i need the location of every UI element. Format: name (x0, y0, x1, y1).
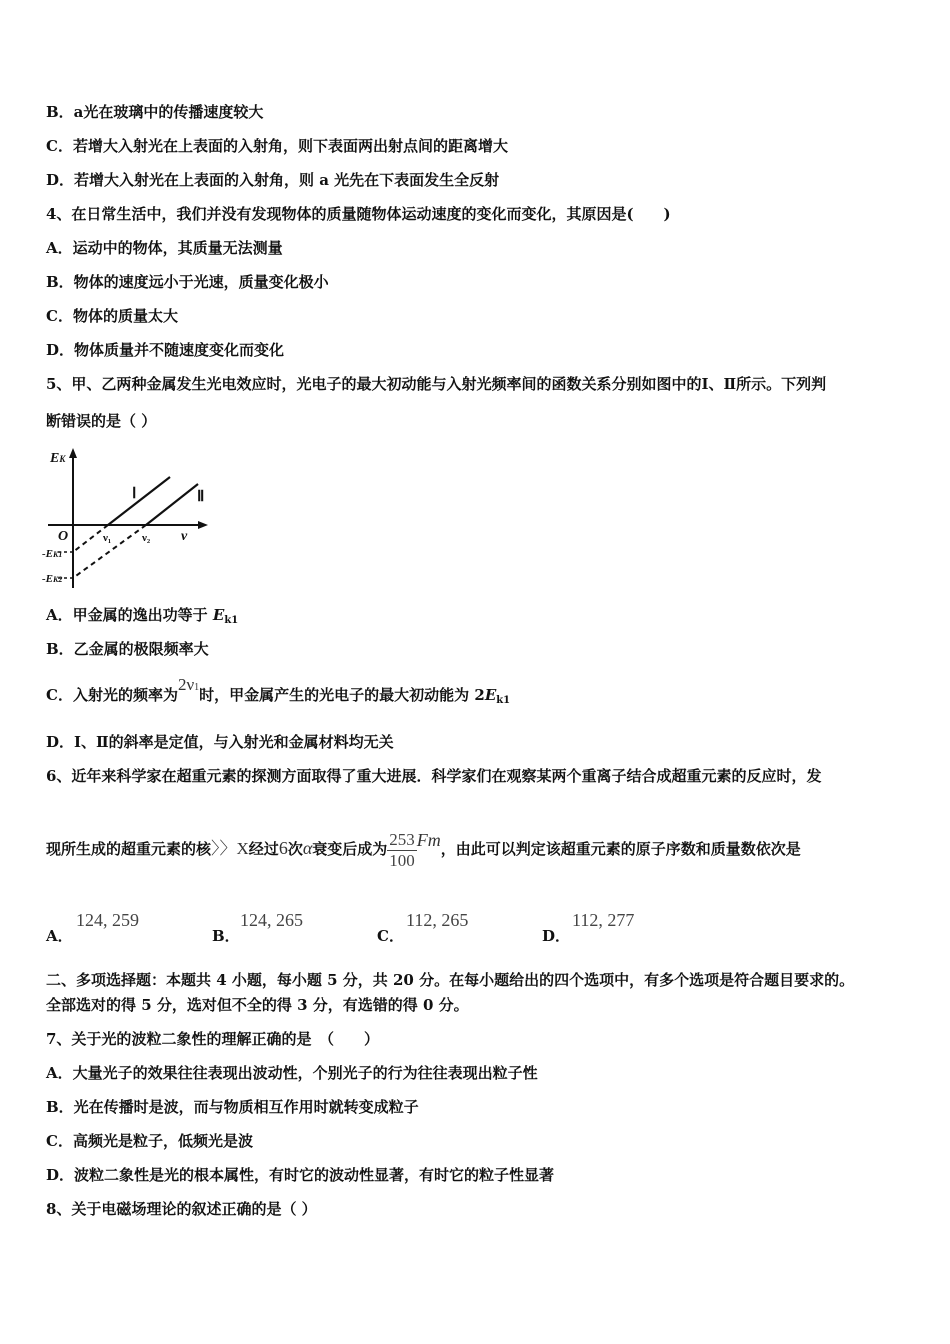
section-2-heading-line1: 二、多项选择题：本题共 4 小题，每小题 5 分，共 20 分。在每小题给出的四个选项中，有多个选项是符合题目要求的。 (46, 971, 855, 989)
q6-text-3: 次 (287, 840, 303, 858)
q7-option-a: A．大量光子的效果往往表现出波动性，个别光子的行为往往表现出粒子性 (46, 1064, 538, 1082)
question-5-line1: 5、甲、乙两种金属发生光电效应时，光电子的最大初动能与入射光频率间的函数关系分别如图中的Ⅰ、Ⅱ所示。下列判 (46, 375, 827, 393)
x-axis-arrow (198, 521, 208, 529)
question-4: 4、在日常生活中，我们并没有发现物体的质量随物体运动速度的变化而变化，其原因是( ) (46, 205, 671, 223)
q6-text-4: 衰变后成为 (312, 840, 388, 858)
question-5-line2: 断错误的是（ ） (46, 412, 157, 430)
q7-option-c: C．高频光是粒子，低频光是波 (46, 1132, 253, 1150)
origin-label: O (58, 529, 69, 544)
q6-frac-den: 100 (389, 850, 415, 870)
q5a-text: A．甲金属的逸出功等于 (46, 606, 213, 624)
q6-option-d-label: D． (542, 927, 571, 945)
q6-option-c-label: C． (377, 927, 404, 945)
q5-option-a (46, 605, 238, 631)
q6-element: Fm (416, 830, 441, 850)
q5a-sub: k1 (224, 615, 239, 626)
q5-option-d: D．Ⅰ、Ⅱ的斜率是定值，与入射光和金属材料均无关 (46, 733, 394, 751)
q3-option-b: B．a光在玻璃中的传播速度较大 (46, 103, 264, 121)
q3-option-c: C．若增大入射光在上表面的入射角，则下表面两出射点间的距离增大 (46, 137, 508, 155)
q4-option-a: A．运动中的物体，其质量无法测量 (46, 239, 283, 257)
q5c-var: E (484, 686, 497, 704)
question-6-line2 (46, 828, 801, 871)
q6-count: 6 (278, 838, 288, 858)
q5c-math-sub: 1 (194, 682, 200, 693)
q7-option-d: D．波粒二象性是光的根本属性，有时它的波动性显著，有时它的粒子性显著 (46, 1166, 555, 1184)
q6-option-a-value: 124, 259 (76, 910, 139, 930)
q6-text-2: 经过 (248, 840, 279, 858)
q6-frac-num: 253 (389, 829, 415, 849)
nu2-label: ν₂ (142, 532, 151, 544)
photoelectric-graph (40, 444, 220, 590)
question-8: 8、关于电磁场理论的叙述正确的是（ ） (46, 1200, 317, 1218)
nu1-label: ν₁ (103, 532, 112, 544)
q6-text-1: 现所生成的超重元素的核 (46, 840, 212, 858)
q5c-text: C．入射光的频率为 (46, 686, 178, 704)
q5c-math: 2ν (177, 675, 195, 694)
line-1-label: Ⅰ (132, 486, 137, 502)
ek1-label: -EK1 (42, 548, 63, 560)
q3-option-d: D．若增大入射光在上表面的入射角，则 a 光先在下表面发生全反射 (46, 171, 500, 189)
q4-option-d: D．物体质量并不随速度变化而变化 (46, 341, 285, 359)
q6-option-c (377, 925, 404, 946)
q4-option-b: B．物体的速度远小于光速，质量变化极小 (46, 273, 329, 291)
q6-fraction (387, 830, 417, 871)
question-7: 7、关于光的波粒二象性的理解正确的是 （ ） (46, 1030, 379, 1048)
section-2-heading-line2: 全部选对的得 5 分，选对但不全的得 3 分，有选错的得 0 分。 (46, 996, 469, 1014)
ek2-label: -EK2 (42, 573, 63, 585)
q4-option-c: C．物体的质量太大 (46, 307, 178, 325)
q6-option-a (46, 925, 73, 946)
q6-option-c-value: 112, 265 (406, 910, 469, 930)
q5c-middle: 时，甲金属产生的光电子的最大初动能为 2 (199, 686, 485, 704)
q6-text-5: ，由此可以判定该超重元素的原子序数和质量数依次是 (440, 840, 801, 858)
q6-option-a-label: A． (46, 927, 73, 945)
q6-nucleus: 〉〉X (211, 839, 249, 858)
q6-option-d-value: 112, 277 (572, 910, 635, 930)
q6-option-d (542, 925, 570, 946)
question-6-line1: 6、近年来科学家在超重元素的探测方面取得了重大进展．科学家们在观察某两个重离子结合成超重元素的反应时，发 (46, 767, 822, 785)
x-axis-label: ν (181, 529, 188, 544)
q6-option-b (212, 925, 240, 946)
y-axis-arrow (69, 448, 77, 458)
y-axis-label: EK (50, 451, 66, 466)
line-2-label: Ⅱ (197, 489, 205, 505)
q5-option-b: B．乙金属的极限频率大 (46, 640, 209, 658)
q6-option-b-value: 124, 265 (240, 910, 303, 930)
graph-line-1 (108, 477, 170, 525)
q7-option-b: B．光在传播时是波，而与物质相互作用时就转变成粒子 (46, 1098, 419, 1116)
q5c-sub: k1 (496, 695, 511, 706)
q6-option-b-label: B． (212, 927, 240, 945)
q5-option-c (46, 675, 511, 711)
q5a-var: E (212, 606, 225, 624)
q6-alpha: α (302, 838, 313, 858)
